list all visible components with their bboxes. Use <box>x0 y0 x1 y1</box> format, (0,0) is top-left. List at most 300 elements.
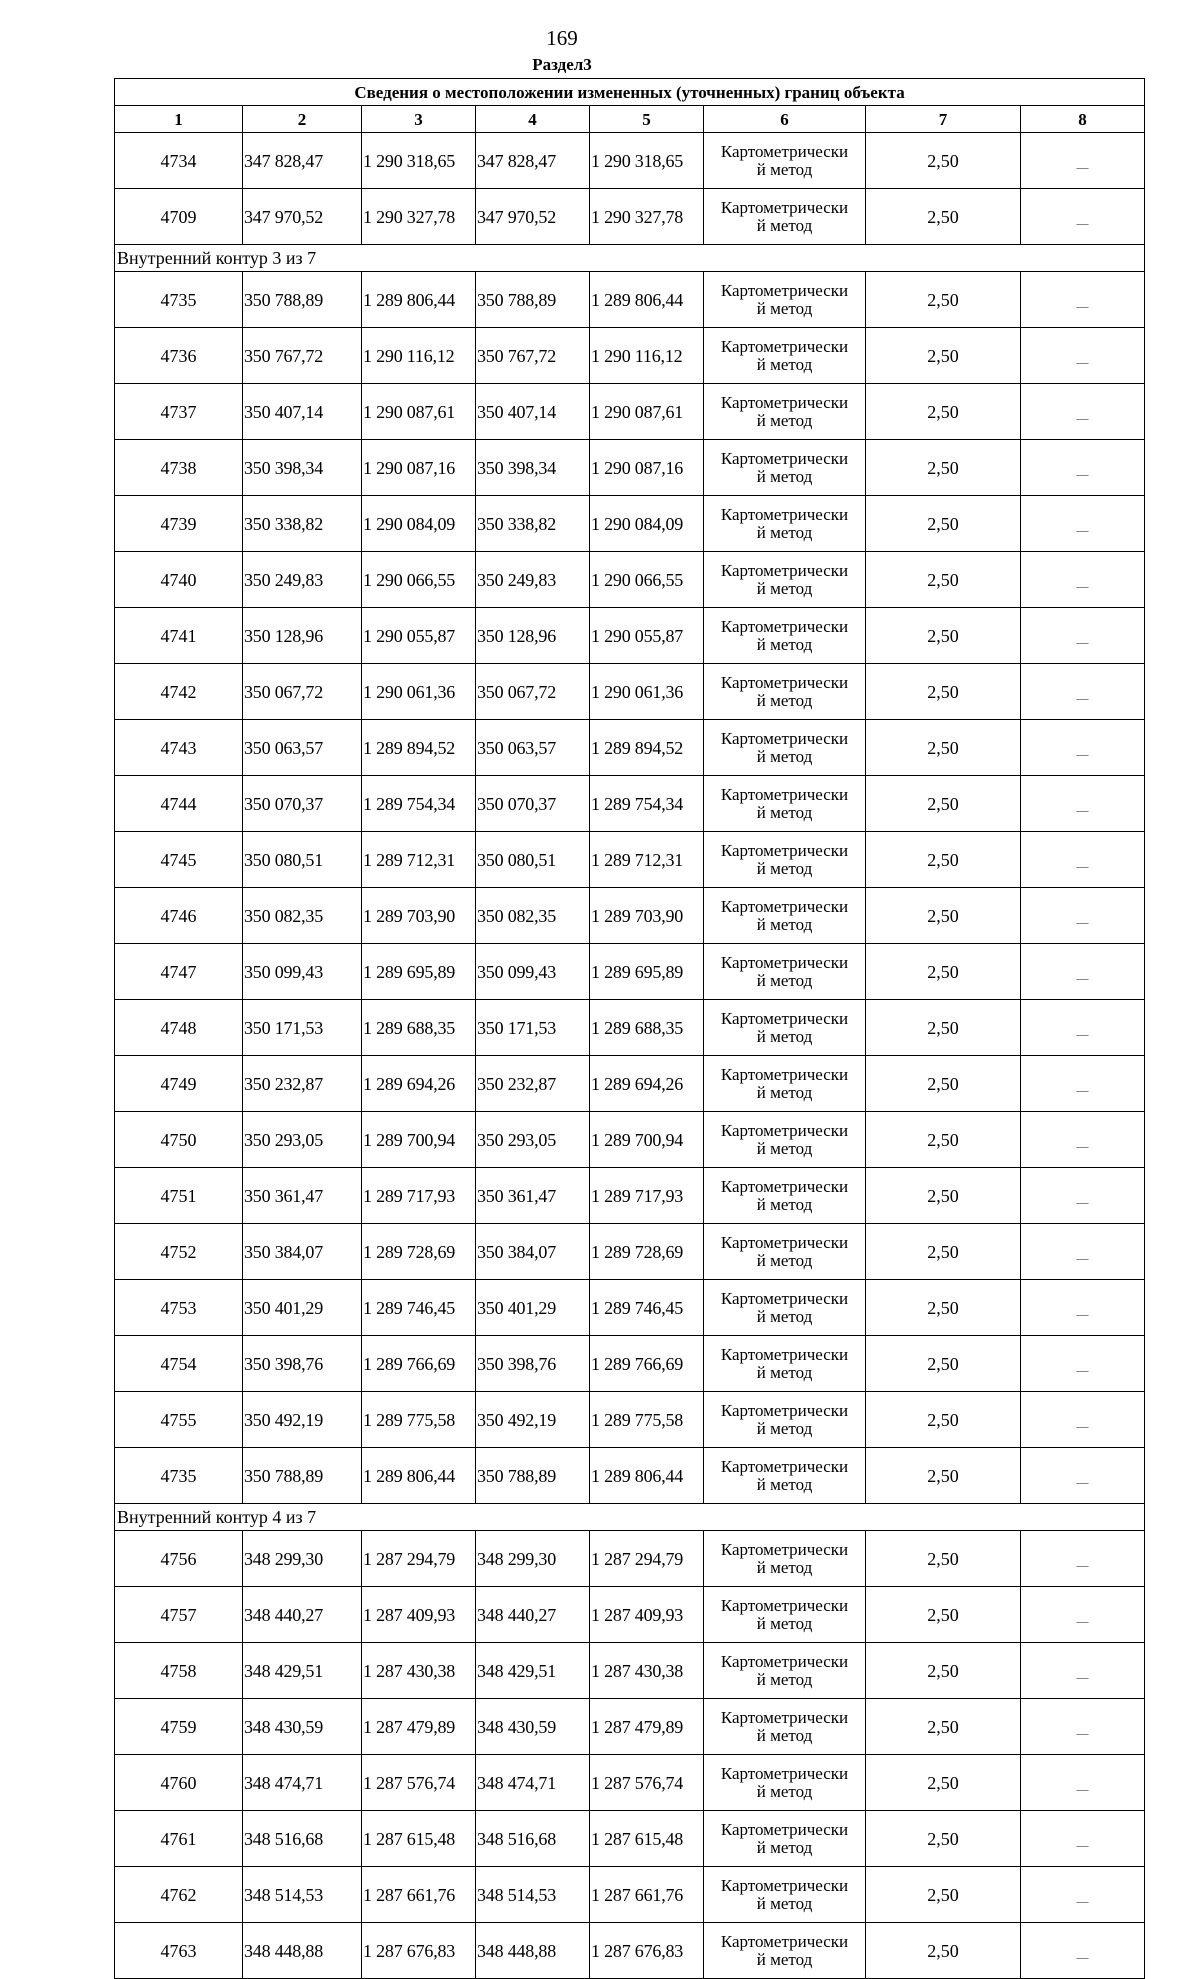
x-existing-cell: 348 474,71 <box>243 1755 362 1811</box>
page-number: 169 <box>546 26 578 50</box>
column-header-6: 6 <box>704 106 866 133</box>
method-cell <box>704 888 866 944</box>
x-existing-cell: 350 080,51 <box>243 832 362 888</box>
x-refined-cell: 350 492,19 <box>476 1392 590 1448</box>
accuracy-cell: 2,50 <box>866 1000 1021 1056</box>
column-header-8: 8 <box>1021 106 1145 133</box>
column-header-1: 1 <box>115 106 243 133</box>
x-existing-cell: 350 492,19 <box>243 1392 362 1448</box>
y-existing-cell: 1 290 061,36 <box>362 664 476 720</box>
method-line-1: Картометрически <box>720 952 849 972</box>
method-cell <box>704 664 866 720</box>
accuracy-cell: 2,50 <box>866 1699 1021 1755</box>
x-refined-cell: 348 514,53 <box>476 1867 590 1923</box>
y-refined-cell: 1 287 576,74 <box>590 1755 704 1811</box>
method-line-1: Картометрически <box>720 197 849 217</box>
accuracy-cell: 2,50 <box>866 888 1021 944</box>
description-cell: — <box>1021 1168 1145 1224</box>
x-existing-cell: 350 398,76 <box>243 1336 362 1392</box>
x-refined-cell: 348 299,30 <box>476 1531 590 1587</box>
method-cell <box>704 133 866 189</box>
method-line-1: Картометрически <box>720 336 849 356</box>
column-header-7: 7 <box>866 106 1021 133</box>
x-refined-cell: 350 293,05 <box>476 1112 590 1168</box>
point-number-cell: 4750 <box>115 1112 243 1168</box>
y-existing-cell: 1 289 775,58 <box>362 1392 476 1448</box>
x-existing-cell: 350 398,34 <box>243 440 362 496</box>
description-cell: — <box>1021 189 1145 245</box>
y-existing-cell: 1 289 688,35 <box>362 1000 476 1056</box>
point-number-cell: 4762 <box>115 1867 243 1923</box>
method-line-2: й метод <box>756 690 813 710</box>
y-existing-cell: 1 289 806,44 <box>362 272 476 328</box>
y-existing-cell: 1 287 576,74 <box>362 1755 476 1811</box>
table-row <box>115 720 1145 776</box>
method-cell <box>704 1923 866 1979</box>
point-number-cell: 4748 <box>115 1000 243 1056</box>
description-cell: — <box>1021 888 1145 944</box>
y-existing-cell: 1 287 430,38 <box>362 1643 476 1699</box>
accuracy-cell: 2,50 <box>866 1392 1021 1448</box>
description-cell: — <box>1021 1699 1145 1755</box>
contour-heading: Внутренний контур 4 из 7 <box>115 1504 1145 1531</box>
description-cell: — <box>1021 1755 1145 1811</box>
description-cell: — <box>1021 720 1145 776</box>
y-refined-cell: 1 289 695,89 <box>590 944 704 1000</box>
description-cell: — <box>1021 1336 1145 1392</box>
method-line-2: й метод <box>756 1362 813 1382</box>
method-line-1: Картометрически <box>720 1875 849 1895</box>
y-existing-cell: 1 289 766,69 <box>362 1336 476 1392</box>
y-refined-cell: 1 289 894,52 <box>590 720 704 776</box>
method-cell <box>704 1531 866 1587</box>
y-existing-cell: 1 287 676,83 <box>362 1923 476 1979</box>
x-refined-cell: 350 070,37 <box>476 776 590 832</box>
accuracy-cell: 2,50 <box>866 1643 1021 1699</box>
y-existing-cell: 1 289 700,94 <box>362 1112 476 1168</box>
method-cell <box>704 1280 866 1336</box>
method-line-2: й метод <box>756 1138 813 1158</box>
y-existing-cell: 1 290 055,87 <box>362 608 476 664</box>
table-row <box>115 664 1145 720</box>
method-cell <box>704 944 866 1000</box>
x-existing-cell: 350 099,43 <box>243 944 362 1000</box>
description-cell: — <box>1021 664 1145 720</box>
point-number-cell: 4758 <box>115 1643 243 1699</box>
y-refined-cell: 1 289 717,93 <box>590 1168 704 1224</box>
method-line-1: Картометрически <box>720 1120 849 1140</box>
method-line-2: й метод <box>756 159 813 179</box>
table-row <box>115 1056 1145 1112</box>
method-line-2: й метод <box>756 215 813 235</box>
x-refined-cell: 347 970,52 <box>476 189 590 245</box>
table-row <box>115 1336 1145 1392</box>
point-number-cell: 4745 <box>115 832 243 888</box>
y-refined-cell: 1 290 055,87 <box>590 608 704 664</box>
y-refined-cell: 1 290 116,12 <box>590 328 704 384</box>
method-cell <box>704 1867 866 1923</box>
accuracy-cell: 2,50 <box>866 552 1021 608</box>
table-row <box>115 1643 1145 1699</box>
y-existing-cell: 1 289 806,44 <box>362 1448 476 1504</box>
x-refined-cell: 347 828,47 <box>476 133 590 189</box>
accuracy-cell: 2,50 <box>866 1867 1021 1923</box>
point-number-cell: 4740 <box>115 552 243 608</box>
column-header-3: 3 <box>362 106 476 133</box>
description-cell: — <box>1021 832 1145 888</box>
y-refined-cell: 1 287 479,89 <box>590 1699 704 1755</box>
x-refined-cell: 350 407,14 <box>476 384 590 440</box>
x-existing-cell: 348 299,30 <box>243 1531 362 1587</box>
description-cell: — <box>1021 1392 1145 1448</box>
x-existing-cell: 350 293,05 <box>243 1112 362 1168</box>
y-refined-cell: 1 289 766,69 <box>590 1336 704 1392</box>
accuracy-cell: 2,50 <box>866 1923 1021 1979</box>
method-line-1: Картометрически <box>720 1763 849 1783</box>
method-cell <box>704 608 866 664</box>
method-line-1: Картометрически <box>720 141 849 161</box>
table-row <box>115 1392 1145 1448</box>
point-number-cell: 4744 <box>115 776 243 832</box>
y-existing-cell: 1 287 661,76 <box>362 1867 476 1923</box>
x-existing-cell: 350 232,87 <box>243 1056 362 1112</box>
method-line-1: Картометрически <box>720 1008 849 1028</box>
x-existing-cell: 350 788,89 <box>243 272 362 328</box>
description-cell: — <box>1021 440 1145 496</box>
x-existing-cell: 350 384,07 <box>243 1224 362 1280</box>
method-line-1: Картометрически <box>720 616 849 636</box>
method-line-2: й метод <box>756 802 813 822</box>
table-row <box>115 328 1145 384</box>
accuracy-cell: 2,50 <box>866 1280 1021 1336</box>
accuracy-cell: 2,50 <box>866 440 1021 496</box>
y-refined-cell: 1 290 327,78 <box>590 189 704 245</box>
method-line-1: Картометрически <box>720 280 849 300</box>
y-existing-cell: 1 290 327,78 <box>362 189 476 245</box>
y-refined-cell: 1 290 318,65 <box>590 133 704 189</box>
method-line-2: й метод <box>756 522 813 542</box>
method-line-2: й метод <box>756 1613 813 1633</box>
y-refined-cell: 1 289 728,69 <box>590 1224 704 1280</box>
accuracy-cell: 2,50 <box>866 1112 1021 1168</box>
x-existing-cell: 350 788,89 <box>243 1448 362 1504</box>
x-refined-cell: 348 429,51 <box>476 1643 590 1699</box>
table-row <box>115 1168 1145 1224</box>
y-refined-cell: 1 289 712,31 <box>590 832 704 888</box>
column-header-5: 5 <box>590 106 704 133</box>
y-existing-cell: 1 287 294,79 <box>362 1531 476 1587</box>
description-cell: — <box>1021 1448 1145 1504</box>
method-line-2: й метод <box>756 298 813 318</box>
point-number-cell: 4761 <box>115 1811 243 1867</box>
method-cell <box>704 1000 866 1056</box>
method-cell <box>704 189 866 245</box>
method-line-2: й метод <box>756 1781 813 1801</box>
y-existing-cell: 1 289 712,31 <box>362 832 476 888</box>
method-line-2: й метод <box>756 1557 813 1577</box>
description-cell: — <box>1021 384 1145 440</box>
method-line-1: Картометрически <box>720 672 849 692</box>
point-number-cell: 4741 <box>115 608 243 664</box>
y-existing-cell: 1 290 116,12 <box>362 328 476 384</box>
y-existing-cell: 1 290 087,16 <box>362 440 476 496</box>
point-number-cell: 4759 <box>115 1699 243 1755</box>
table-row <box>115 1531 1145 1587</box>
column-header-4: 4 <box>476 106 590 133</box>
method-line-1: Картометрически <box>720 448 849 468</box>
description-cell: — <box>1021 1000 1145 1056</box>
y-refined-cell: 1 289 746,45 <box>590 1280 704 1336</box>
accuracy-cell: 2,50 <box>866 384 1021 440</box>
method-line-2: й метод <box>756 466 813 486</box>
point-number-cell: 4737 <box>115 384 243 440</box>
y-existing-cell: 1 289 695,89 <box>362 944 476 1000</box>
table-row <box>115 133 1145 189</box>
method-line-2: й метод <box>756 634 813 654</box>
y-existing-cell: 1 287 615,48 <box>362 1811 476 1867</box>
description-cell: — <box>1021 1280 1145 1336</box>
method-line-1: Картометрически <box>720 1539 849 1559</box>
accuracy-cell: 2,50 <box>866 832 1021 888</box>
accuracy-cell: 2,50 <box>866 1168 1021 1224</box>
y-existing-cell: 1 289 703,90 <box>362 888 476 944</box>
y-existing-cell: 1 287 409,93 <box>362 1587 476 1643</box>
x-refined-cell: 350 171,53 <box>476 1000 590 1056</box>
point-number-cell: 4739 <box>115 496 243 552</box>
x-refined-cell: 348 430,59 <box>476 1699 590 1755</box>
table-row <box>115 440 1145 496</box>
accuracy-cell: 2,50 <box>866 1811 1021 1867</box>
y-refined-cell: 1 290 066,55 <box>590 552 704 608</box>
method-line-1: Картометрически <box>720 1176 849 1196</box>
y-refined-cell: 1 287 615,48 <box>590 1811 704 1867</box>
table-body <box>115 133 1145 1979</box>
table-row <box>115 1112 1145 1168</box>
method-line-2: й метод <box>756 410 813 430</box>
x-refined-cell: 350 398,76 <box>476 1336 590 1392</box>
x-refined-cell: 350 080,51 <box>476 832 590 888</box>
y-existing-cell: 1 287 479,89 <box>362 1699 476 1755</box>
description-cell: — <box>1021 1056 1145 1112</box>
method-line-1: Картометрически <box>720 784 849 804</box>
table-row <box>115 608 1145 664</box>
x-refined-cell: 348 474,71 <box>476 1755 590 1811</box>
point-number-cell: 4755 <box>115 1392 243 1448</box>
method-cell <box>704 1336 866 1392</box>
y-existing-cell: 1 289 754,34 <box>362 776 476 832</box>
method-line-1: Картометрически <box>720 728 849 748</box>
method-cell <box>704 1112 866 1168</box>
method-cell <box>704 1643 866 1699</box>
method-line-2: й метод <box>756 1669 813 1689</box>
description-cell: — <box>1021 328 1145 384</box>
table-row <box>115 1923 1145 1979</box>
method-line-1: Картометрически <box>720 1707 849 1727</box>
table-row <box>115 384 1145 440</box>
y-refined-cell: 1 289 688,35 <box>590 1000 704 1056</box>
point-number-cell: 4735 <box>115 272 243 328</box>
description-cell: — <box>1021 1811 1145 1867</box>
description-cell: — <box>1021 608 1145 664</box>
accuracy-cell: 2,50 <box>866 1056 1021 1112</box>
method-line-1: Картометрически <box>720 1819 849 1839</box>
x-refined-cell: 350 067,72 <box>476 664 590 720</box>
method-line-1: Картометрически <box>720 1288 849 1308</box>
description-cell: — <box>1021 1643 1145 1699</box>
method-cell <box>704 832 866 888</box>
x-existing-cell: 350 401,29 <box>243 1280 362 1336</box>
method-line-2: й метод <box>756 1026 813 1046</box>
x-existing-cell: 348 429,51 <box>243 1643 362 1699</box>
y-existing-cell: 1 290 084,09 <box>362 496 476 552</box>
point-number-cell: 4753 <box>115 1280 243 1336</box>
method-cell <box>704 1224 866 1280</box>
method-line-1: Картометрически <box>720 1344 849 1364</box>
point-number-cell: 4754 <box>115 1336 243 1392</box>
method-line-2: й метод <box>756 1474 813 1494</box>
accuracy-cell: 2,50 <box>866 944 1021 1000</box>
x-existing-cell: 347 970,52 <box>243 189 362 245</box>
method-cell <box>704 720 866 776</box>
x-refined-cell: 350 767,72 <box>476 328 590 384</box>
method-cell <box>704 1448 866 1504</box>
table-row <box>115 272 1145 328</box>
boundary-coordinates-table <box>114 78 1145 1979</box>
method-line-1: Картометрически <box>720 1931 849 1951</box>
y-refined-cell: 1 290 087,16 <box>590 440 704 496</box>
x-existing-cell: 350 249,83 <box>243 552 362 608</box>
x-refined-cell: 350 401,29 <box>476 1280 590 1336</box>
x-existing-cell: 348 514,53 <box>243 1867 362 1923</box>
y-refined-cell: 1 289 806,44 <box>590 272 704 328</box>
x-existing-cell: 350 067,72 <box>243 664 362 720</box>
method-line-2: й метод <box>756 914 813 934</box>
x-refined-cell: 350 099,43 <box>476 944 590 1000</box>
accuracy-cell: 2,50 <box>866 1448 1021 1504</box>
method-cell <box>704 384 866 440</box>
x-refined-cell: 350 232,87 <box>476 1056 590 1112</box>
x-refined-cell: 350 063,57 <box>476 720 590 776</box>
point-number-cell: 4763 <box>115 1923 243 1979</box>
x-refined-cell: 350 249,83 <box>476 552 590 608</box>
accuracy-cell: 2,50 <box>866 272 1021 328</box>
accuracy-cell: 2,50 <box>866 776 1021 832</box>
method-cell <box>704 1811 866 1867</box>
table-row <box>115 189 1145 245</box>
table-row <box>115 1280 1145 1336</box>
x-existing-cell: 350 082,35 <box>243 888 362 944</box>
method-line-1: Картометрически <box>720 1595 849 1615</box>
method-line-2: й метод <box>756 1250 813 1270</box>
y-existing-cell: 1 290 318,65 <box>362 133 476 189</box>
table-row <box>115 552 1145 608</box>
accuracy-cell: 2,50 <box>866 189 1021 245</box>
x-existing-cell: 350 338,82 <box>243 496 362 552</box>
x-refined-cell: 350 788,89 <box>476 1448 590 1504</box>
description-cell: — <box>1021 776 1145 832</box>
point-number-cell: 4742 <box>115 664 243 720</box>
x-existing-cell: 350 171,53 <box>243 1000 362 1056</box>
x-refined-cell: 350 398,34 <box>476 440 590 496</box>
point-number-cell: 4749 <box>115 1056 243 1112</box>
method-line-1: Картометрически <box>720 1064 849 1084</box>
description-cell: — <box>1021 496 1145 552</box>
accuracy-cell: 2,50 <box>866 1531 1021 1587</box>
table-row <box>115 944 1145 1000</box>
y-refined-cell: 1 290 084,09 <box>590 496 704 552</box>
accuracy-cell: 2,50 <box>866 664 1021 720</box>
x-existing-cell: 348 448,88 <box>243 1923 362 1979</box>
x-refined-cell: 350 338,82 <box>476 496 590 552</box>
x-existing-cell: 348 430,59 <box>243 1699 362 1755</box>
table-row <box>115 1867 1145 1923</box>
method-line-1: Картометрически <box>720 1456 849 1476</box>
accuracy-cell: 2,50 <box>866 1224 1021 1280</box>
x-refined-cell: 350 788,89 <box>476 272 590 328</box>
method-cell <box>704 1392 866 1448</box>
method-cell <box>704 496 866 552</box>
column-header-2: 2 <box>243 106 362 133</box>
method-line-1: Картометрически <box>720 1232 849 1252</box>
method-cell <box>704 776 866 832</box>
point-number-cell: 4747 <box>115 944 243 1000</box>
accuracy-cell: 2,50 <box>866 720 1021 776</box>
method-line-2: й метод <box>756 1949 813 1969</box>
point-number-cell: 4736 <box>115 328 243 384</box>
table-row <box>115 1699 1145 1755</box>
x-existing-cell: 350 361,47 <box>243 1168 362 1224</box>
y-refined-cell: 1 289 806,44 <box>590 1448 704 1504</box>
method-line-1: Картометрически <box>720 1651 849 1671</box>
y-existing-cell: 1 289 894,52 <box>362 720 476 776</box>
method-cell <box>704 272 866 328</box>
y-refined-cell: 1 289 754,34 <box>590 776 704 832</box>
description-cell: — <box>1021 1112 1145 1168</box>
y-refined-cell: 1 290 061,36 <box>590 664 704 720</box>
point-number-cell: 4746 <box>115 888 243 944</box>
method-line-2: й метод <box>756 1082 813 1102</box>
description-cell: — <box>1021 1224 1145 1280</box>
point-number-cell: 4735 <box>115 1448 243 1504</box>
method-line-2: й метод <box>756 746 813 766</box>
y-refined-cell: 1 287 430,38 <box>590 1643 704 1699</box>
y-refined-cell: 1 287 676,83 <box>590 1923 704 1979</box>
table-row <box>115 1755 1145 1811</box>
y-refined-cell: 1 289 775,58 <box>590 1392 704 1448</box>
method-line-1: Картометрически <box>720 896 849 916</box>
point-number-cell: 4752 <box>115 1224 243 1280</box>
point-number-cell: 4743 <box>115 720 243 776</box>
description-cell: — <box>1021 1867 1145 1923</box>
description-cell: — <box>1021 1531 1145 1587</box>
method-line-2: й метод <box>756 354 813 374</box>
y-refined-cell: 1 289 703,90 <box>590 888 704 944</box>
contour-heading: Внутренний контур 3 из 7 <box>115 245 1145 272</box>
accuracy-cell: 2,50 <box>866 133 1021 189</box>
point-number-cell: 4734 <box>115 133 243 189</box>
method-line-1: Картометрически <box>720 840 849 860</box>
x-refined-cell: 350 128,96 <box>476 608 590 664</box>
description-cell: — <box>1021 1587 1145 1643</box>
accuracy-cell: 2,50 <box>866 1755 1021 1811</box>
accuracy-cell: 2,50 <box>866 608 1021 664</box>
y-refined-cell: 1 289 700,94 <box>590 1112 704 1168</box>
method-cell <box>704 1699 866 1755</box>
x-existing-cell: 348 516,68 <box>243 1811 362 1867</box>
accuracy-cell: 2,50 <box>866 496 1021 552</box>
method-line-1: Картометрически <box>720 504 849 524</box>
description-cell: — <box>1021 552 1145 608</box>
